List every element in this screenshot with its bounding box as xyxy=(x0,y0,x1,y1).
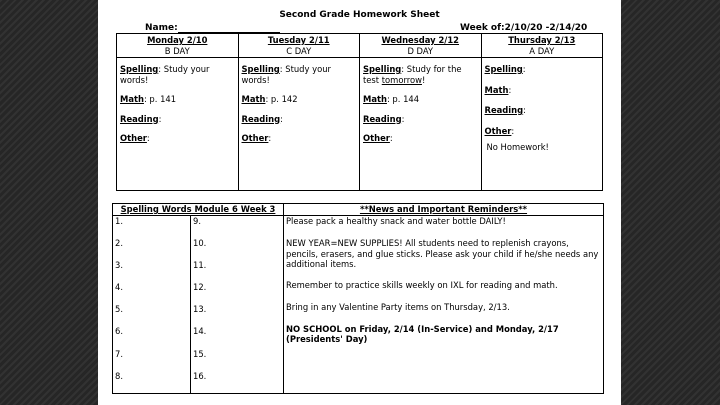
math-item: Math: p. 141 xyxy=(120,94,177,104)
name-label: Name: xyxy=(145,23,178,33)
left-background-panel xyxy=(0,0,98,405)
spelling-number: 1. xyxy=(113,216,191,238)
name-blank-line xyxy=(178,23,280,33)
spelling-number: 7. xyxy=(113,349,191,371)
spelling-number: 8. xyxy=(113,371,191,393)
math-item: Math: p. 144 xyxy=(363,94,420,104)
math-item: Math: p. 142 xyxy=(241,94,298,104)
day-header-wednesday xyxy=(360,34,482,58)
day-header-monday xyxy=(117,34,239,58)
week-label: Week of:2/10/20 -2/14/20 xyxy=(460,23,588,33)
spelling-number: 12. xyxy=(193,282,207,293)
spelling-number: 16. xyxy=(193,370,207,381)
spelling-words-header: Spelling Words Module 6 Week 3 xyxy=(113,204,284,216)
day-name: Tuesday 2/11 xyxy=(267,35,330,45)
reading-item: Reading: xyxy=(363,113,405,124)
spelling-item: Spelling: Study for the test tomorrow! xyxy=(363,64,462,85)
reading-item: Reading: xyxy=(241,113,283,124)
day-name: Monday 2/10 xyxy=(147,35,208,45)
other-item: Other: xyxy=(363,133,393,143)
reading-item: Reading: xyxy=(484,105,526,115)
other-item: Other: xyxy=(120,133,150,143)
spelling-number: 5. xyxy=(113,304,191,326)
day-header-thursday xyxy=(481,34,603,58)
spelling-item: Spelling: xyxy=(484,64,526,74)
spelling-and-news-table xyxy=(112,203,604,394)
day-cell-thursday xyxy=(481,58,603,191)
other-item: Other: xyxy=(241,133,272,143)
day-name: Wednesday 2/12 xyxy=(381,35,460,45)
reminder-item: Bring in any Valentine Party items on Thursday, 2/13. xyxy=(286,302,510,312)
spelling-number: 9. xyxy=(193,215,201,226)
day-cell-tuesday xyxy=(238,58,360,191)
right-background-panel xyxy=(621,0,720,405)
spelling-item: Spelling: Study your words! xyxy=(120,64,210,85)
day-cell-monday xyxy=(117,58,239,191)
day-header-tuesday xyxy=(238,34,360,58)
spelling-number: 3. xyxy=(113,260,191,282)
spelling-number: 14. xyxy=(193,326,207,337)
reminder-item: Remember to practice skills weekly on IXL for reading and math. xyxy=(286,279,558,290)
day-type: C DAY xyxy=(286,45,312,56)
spelling-number: 13. xyxy=(193,304,207,315)
spelling-number: 4. xyxy=(113,282,191,304)
homework-sheet-page xyxy=(98,0,621,405)
sheet-title: Second Grade Homework Sheet xyxy=(279,10,440,20)
news-reminders-list xyxy=(284,215,604,394)
news-header: **News and Important Reminders** xyxy=(284,204,604,216)
spelling-number: 10. xyxy=(193,237,207,248)
reminder-item: NEW YEAR=NEW SUPPLIES! All students need to replenish crayons, pencils, erasers, and glue sticks. Please ask your child if he/she needs any additional items. xyxy=(286,238,599,269)
other-item: Other: xyxy=(484,125,515,136)
spelling-words-list xyxy=(113,215,284,394)
day-name: Thursday 2/13 xyxy=(508,35,576,45)
spelling-number: 2. xyxy=(113,238,191,260)
name-field xyxy=(145,23,280,33)
reminder-item: Please pack a healthy snack and water bottle DAILY! xyxy=(286,215,506,226)
day-type: D DAY xyxy=(407,45,434,56)
spelling-item: Spelling: Study your words! xyxy=(241,64,331,85)
spelling-number: 15. xyxy=(193,348,207,359)
reading-item: Reading: xyxy=(120,113,162,124)
spelling-number: 6. xyxy=(113,326,191,348)
day-type: B DAY xyxy=(164,45,190,56)
reminder-item: NO SCHOOL on Friday, 2/14 (In-Service) and Monday, 2/17 (Presidents' Day) xyxy=(286,323,559,344)
day-cell-wednesday xyxy=(360,58,482,191)
daily-homework-table xyxy=(116,33,603,191)
day-type: A DAY xyxy=(529,45,555,56)
math-item: Math: xyxy=(484,84,512,95)
spelling-number: 11. xyxy=(193,259,207,270)
no-homework-note: No Homework! xyxy=(486,142,549,152)
